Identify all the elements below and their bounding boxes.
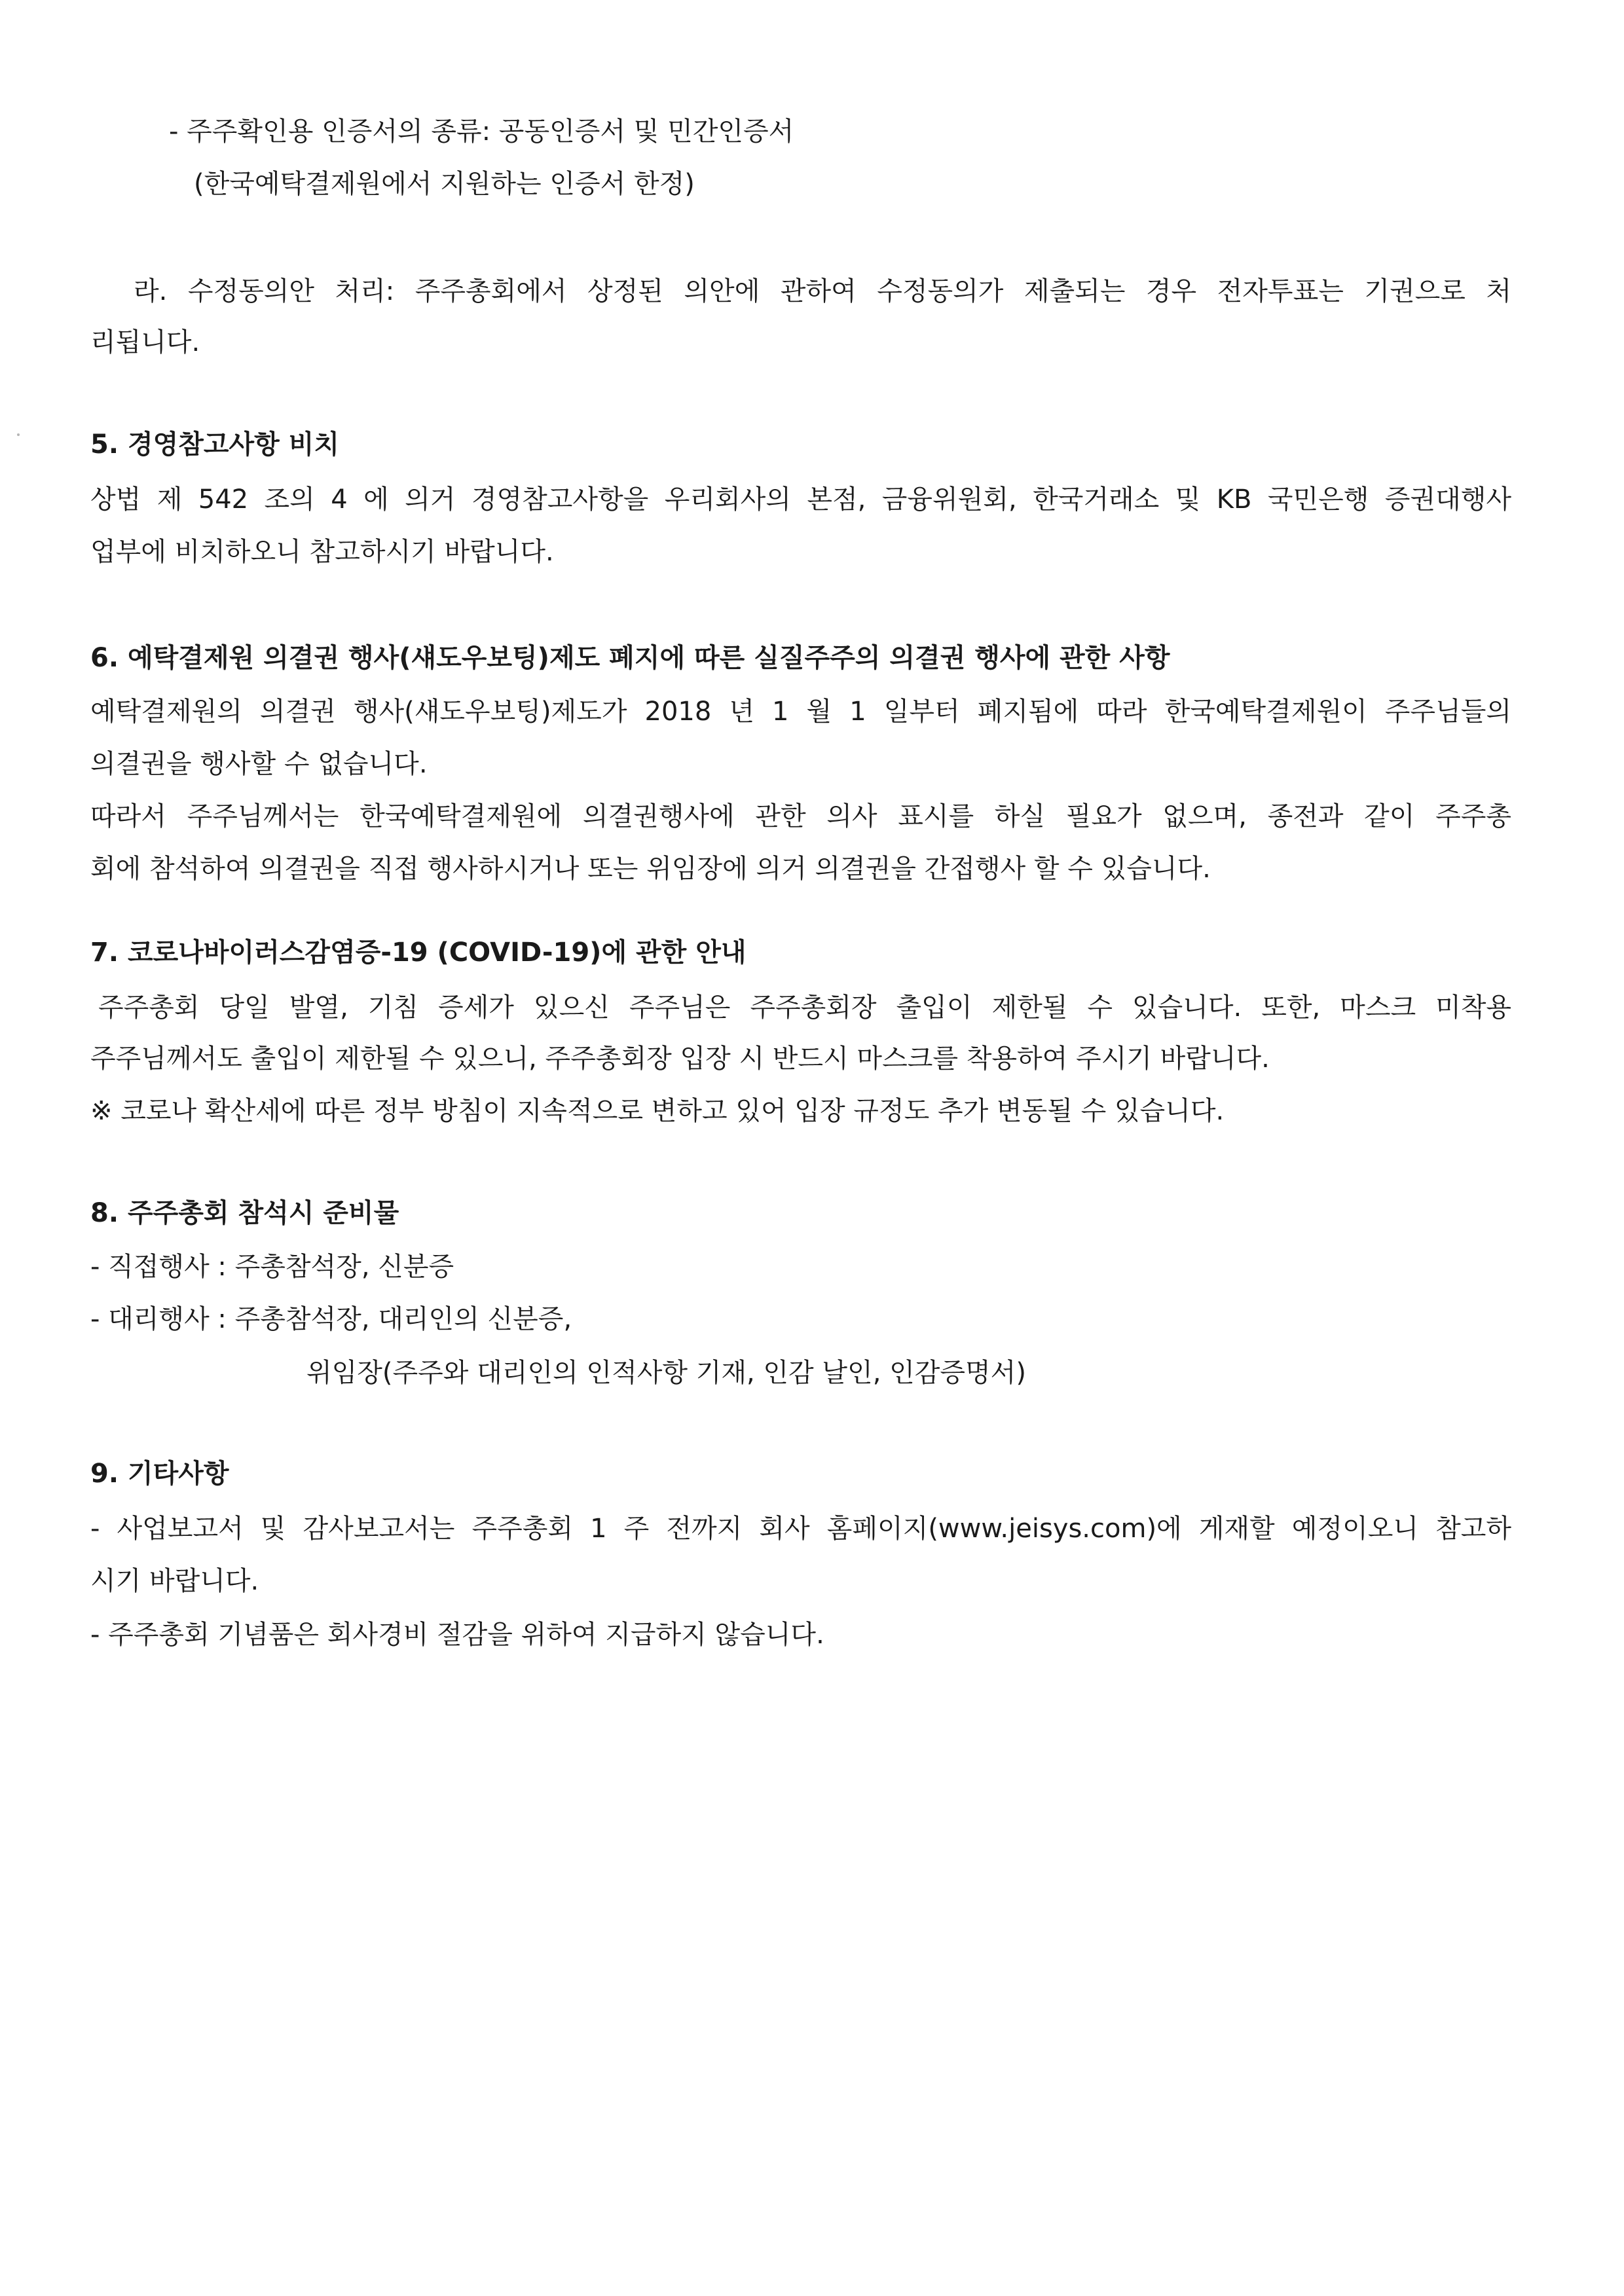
section-6-line-3: 따라서 주주님께서는 한국예탁결제원에 의결권행사에 관한 의사 표시를 하실 필요가 없으며, 종전과 같이 주주총 [90, 801, 1511, 831]
section-5-heading: 5. 경영참고사항 비치 [90, 429, 339, 460]
section-9-heading: 9. 기타사항 [90, 1459, 229, 1489]
section-8-line-3: 위임장(주주와 대리인의 인적사항 기재, 인감 날인, 인감증명서) [306, 1358, 1026, 1388]
section-6-heading: 6. 예탁결제원 의결권 행사(섀도우보팅)제도 폐지에 따른 실질주주의 의결권 행사에 관한 사항 [90, 643, 1170, 673]
section-7-line-3: ※ 코로나 확산세에 따른 정부 방침이 지속적으로 변하고 있어 입장 규정도 추가 변동될 수 있습니다. [90, 1096, 1225, 1126]
section-8-line-2: - 대리행사 : 주총참석장, 대리인의 신분증, [90, 1304, 572, 1334]
section-9-line-3: - 주주총회 기념품은 회사경비 절감을 위하여 지급하지 않습니다. [90, 1620, 824, 1650]
amendment-paragraph-line-1: 라. 수정동의안 처리: 주주총회에서 상정된 의안에 관하여 수정동의가 제출되는 경우 전자투표는 기권으로 처 [134, 276, 1511, 306]
section-6-line-1: 예탁결제원의 의결권 행사(섀도우보팅)제도가 2018 년 1 월 1 일부터 폐지됨에 따라 한국예탁결제원이 주주님들의 [90, 697, 1511, 727]
section-7-heading: 7. 코로나바이러스감염증-19 (COVID-19)에 관한 안내 [90, 938, 747, 968]
cert-type-line: - 주주확인용 인증서의 종류: 공동인증서 및 민간인증서 [169, 117, 794, 147]
section-5-line-1: 상법 제 542 조의 4 에 의거 경영참고사항을 우리회사의 본점, 금융위원회, 한국거래소 및 KB 국민은행 증권대행사 [90, 484, 1511, 515]
section-8-line-1: - 직접행사 : 주총참석장, 신분증 [90, 1252, 454, 1282]
section-6-line-2: 의결권을 행사할 수 없습니다. [90, 749, 428, 779]
amendment-paragraph-line-2: 리됩니다. [90, 327, 200, 357]
section-7-line-1: 주주총회 당일 발열, 기침 증세가 있으신 주주님은 주주총회장 출입이 제한될 수 있습니다. 또한, 마스크 미착용 [98, 993, 1511, 1023]
section-8-heading: 8. 주주총회 참석시 준비물 [90, 1198, 399, 1228]
section-6-line-4: 회에 참석하여 의결권을 직접 행사하시거나 또는 위임장에 의거 의결권을 간접행사 할 수 있습니다. [90, 854, 1211, 884]
section-7-line-2: 주주님께서도 출입이 제한될 수 있으니, 주주총회장 입장 시 반드시 마스크를 착용하여 주시기 바랍니다. [90, 1044, 1270, 1074]
section-9-line-1: - 사업보고서 및 감사보고서는 주주총회 1 주 전까지 회사 홈페이지(www.jeisys.com)에 게재할 예정이오니 참고하 [90, 1514, 1511, 1544]
scan-speck [17, 433, 20, 436]
section-9-line-2: 시기 바랍니다. [90, 1566, 259, 1596]
cert-type-note: (한국예탁결제원에서 지원하는 인증서 한정) [194, 169, 695, 199]
section-5-line-2: 업부에 비치하오니 참고하시기 바랍니다. [90, 537, 554, 567]
